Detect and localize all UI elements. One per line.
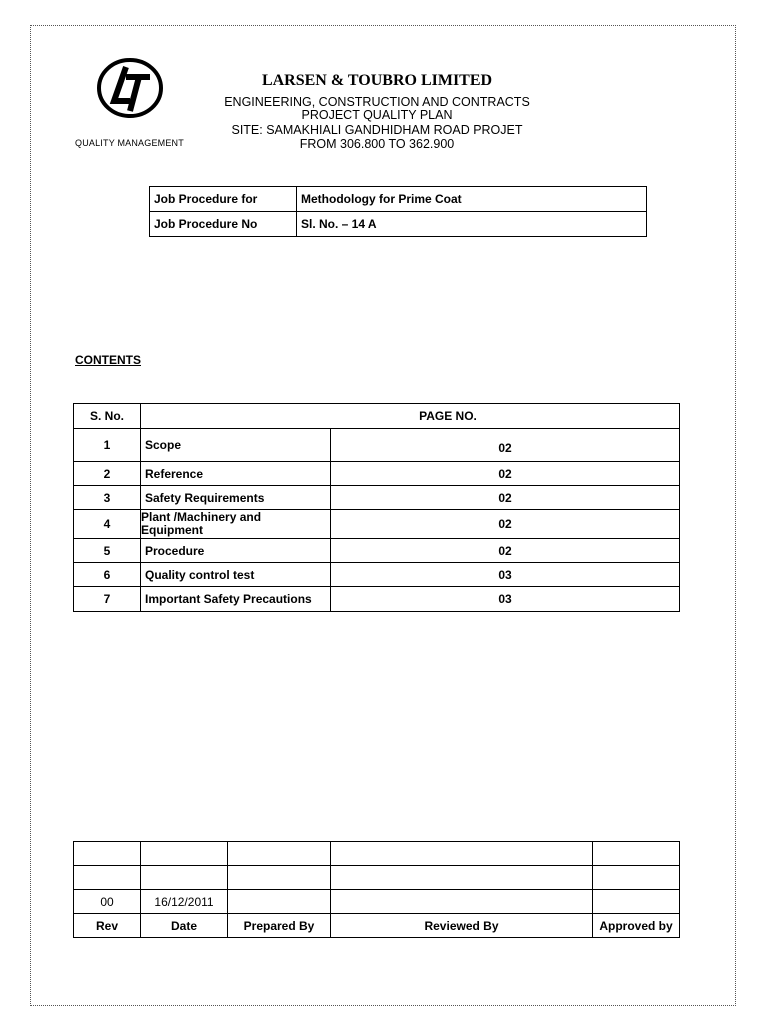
row-page: 02 [331, 462, 680, 486]
row-title: Important Safety Precautions [141, 587, 331, 612]
approved-by-header: Approved by [593, 914, 680, 938]
prepared-cell [228, 866, 331, 890]
approved-cell [593, 866, 680, 890]
date-cell [141, 842, 228, 866]
table-row [74, 510, 680, 539]
reviewed-cell [331, 866, 593, 890]
table-row [74, 866, 680, 890]
table-row [74, 404, 680, 429]
row-page: 02 [331, 486, 680, 510]
rev-cell [74, 842, 141, 866]
row-page: 03 [331, 563, 680, 587]
row-page: 02 [331, 510, 680, 539]
row-sno: 6 [74, 563, 141, 587]
quality-management-label: QUALITY MANAGEMENT [75, 138, 184, 148]
table-row [74, 563, 680, 587]
lt-logo-icon [96, 57, 164, 119]
row-sno: 7 [74, 587, 141, 612]
row-title: Plant /Machinery and Equipment [141, 510, 331, 539]
row-sno: 1 [74, 429, 141, 462]
contents-heading: CONTENTS [75, 353, 141, 367]
reviewed-cell [331, 890, 593, 914]
page-no-header: PAGE NO. [141, 404, 680, 429]
table-row [74, 429, 680, 462]
table-row [150, 187, 647, 212]
table-row [150, 212, 647, 237]
rev-cell [74, 866, 141, 890]
row-sno: 5 [74, 539, 141, 563]
table-row [74, 890, 680, 914]
reviewed-cell [331, 842, 593, 866]
row-sno: 3 [74, 486, 141, 510]
sno-header: S. No. [74, 404, 141, 429]
date-cell [141, 866, 228, 890]
revision-table [73, 841, 680, 938]
row-sno: 4 [74, 510, 141, 539]
reviewed-by-header: Reviewed By [331, 914, 593, 938]
job-procedure-table [149, 186, 647, 237]
row-title: Scope [141, 429, 331, 462]
table-row [74, 486, 680, 510]
contents-table [73, 403, 680, 612]
row-title: Procedure [141, 539, 331, 563]
date-header: Date [141, 914, 228, 938]
table-row [74, 462, 680, 486]
job-procedure-no-value: Sl. No. – 14 A [297, 212, 647, 237]
prepared-by-header: Prepared By [228, 914, 331, 938]
header-line-3: SITE: SAMAKHIALI GANDHIDHAM ROAD PROJET [231, 123, 523, 137]
row-sno: 2 [74, 462, 141, 486]
row-page: 02 [331, 429, 680, 462]
row-page: 02 [331, 539, 680, 563]
approved-cell [593, 842, 680, 866]
rev-header: Rev [74, 914, 141, 938]
header-line-4: FROM 306.800 TO 362.900 [299, 137, 455, 151]
row-title: Safety Requirements [141, 486, 331, 510]
table-row [74, 842, 680, 866]
approved-cell [593, 890, 680, 914]
date-cell: 16/12/2011 [141, 890, 228, 914]
row-title: Reference [141, 462, 331, 486]
table-row [74, 539, 680, 563]
header-line-2: PROJECT QUALITY PLAN [301, 108, 453, 122]
row-page: 03 [331, 587, 680, 612]
rev-cell: 00 [74, 890, 141, 914]
prepared-cell [228, 842, 331, 866]
header-line-1: ENGINEERING, CONSTRUCTION AND CONTRACTS [224, 95, 530, 109]
company-name: LARSEN & TOUBRO LIMITED [261, 72, 493, 89]
table-row [74, 587, 680, 612]
job-procedure-label: Job Procedure for [150, 187, 297, 212]
row-title: Quality control test [141, 563, 331, 587]
table-row [74, 914, 680, 938]
job-procedure-value: Methodology for Prime Coat [297, 187, 647, 212]
prepared-cell [228, 890, 331, 914]
job-procedure-no-label: Job Procedure No [150, 212, 297, 237]
